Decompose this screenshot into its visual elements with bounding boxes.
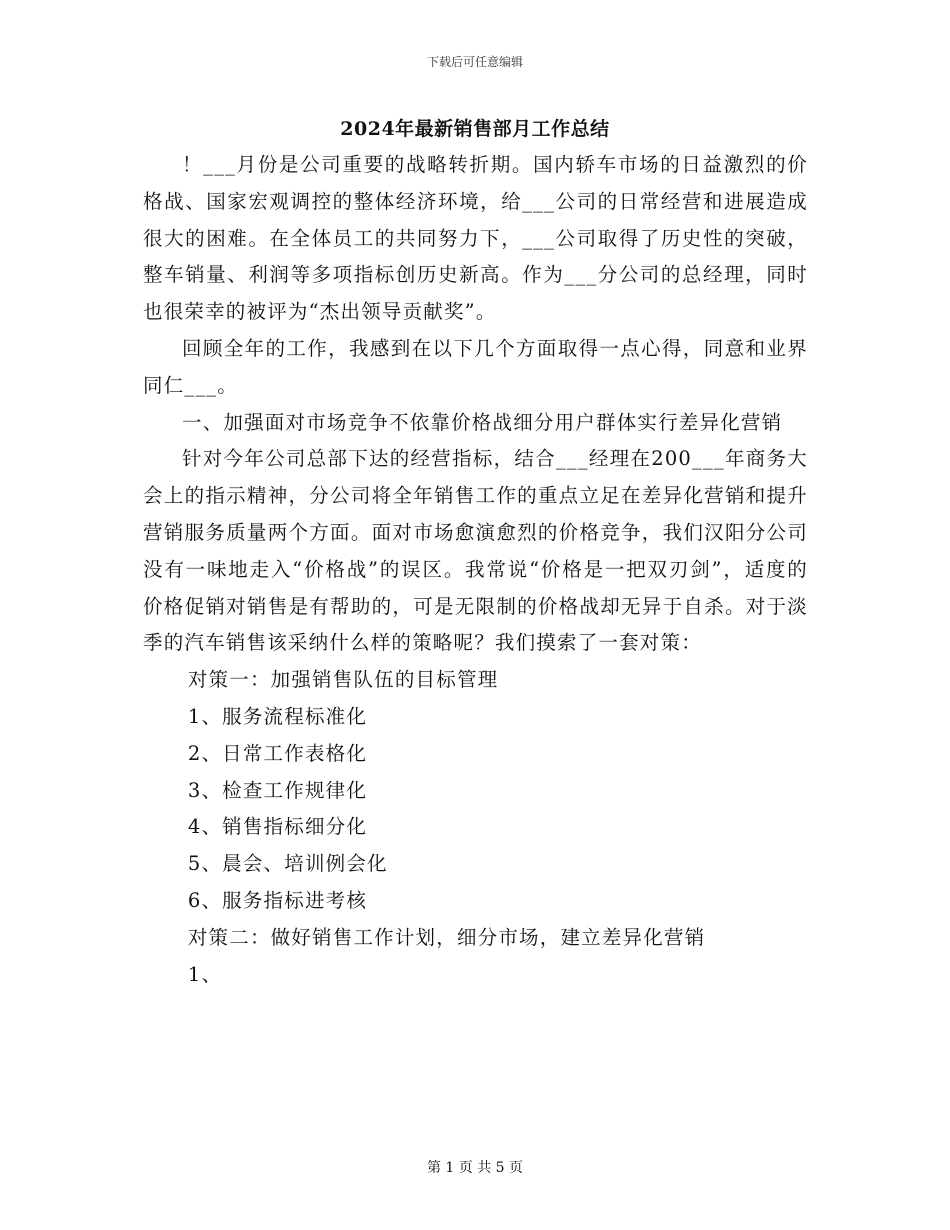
page-number: 第 1 页 共 5 页 [426,1160,524,1176]
strategy-heading: 对策二：做好销售工作计划，细分市场，建立差异化营销 [187,925,706,949]
list-item: 6、服务指标进考核 [187,888,368,912]
list-item: 4、销售指标细分化 [187,815,368,839]
document-body [143,147,808,993]
list-item: 1、 [187,962,223,986]
list-item: 1、服务流程标准化 [187,704,368,728]
list-item: 3、检查工作规律化 [187,778,368,802]
paragraph: 针对今年公司总部下达的经营指标，结合___经理在200___年商务大会上的指示精神，分公司将全年销售工作的重点立足在差异化营销和提升营销服务质量两个方面。面对市场愈演愈烈的价格竞争，我们汉阳分公司没有一味地走入“价格战”的误区。我常说“价格是一把双刃剑”，适度的价格促销对销售是有帮助的，可是无限制的价格战却无异于自杀。对于淡季的汽车销售该采纳什么样的策略呢？我们摸索了一套对策： [143,447,808,655]
list-item: 2、日常工作表格化 [187,741,368,765]
paragraph: 回顾全年的工作，我感到在以下几个方面取得一点心得，同意和业界同仁___。 [143,336,808,397]
list-item: 5、晨会、培训例会化 [187,852,388,876]
section-heading: 一、加强面对市场竞争不依靠价格战细分用户群体实行差异化营销 [182,410,783,434]
strategy-heading: 对策一：加强销售队伍的目标管理 [187,668,499,692]
page-header-note: 下载后可任意编辑 [426,55,523,69]
document-title: 2024年最新销售部月工作总结 [340,118,610,140]
paragraph: ！___月份是公司重要的战略转折期。国内轿车市场的日益激烈的价格战、国家宏观调控的整体经济环境，给___公司的日常经营和进展造成很大的困难。在全体员工的共同努力下，___公司取得了历史性的突破，整车销量、利润等多项指标创历史新高。作为___分公司的总经理，同时也很荣幸的被评为“杰出领导贡献奖”。 [143,153,808,324]
